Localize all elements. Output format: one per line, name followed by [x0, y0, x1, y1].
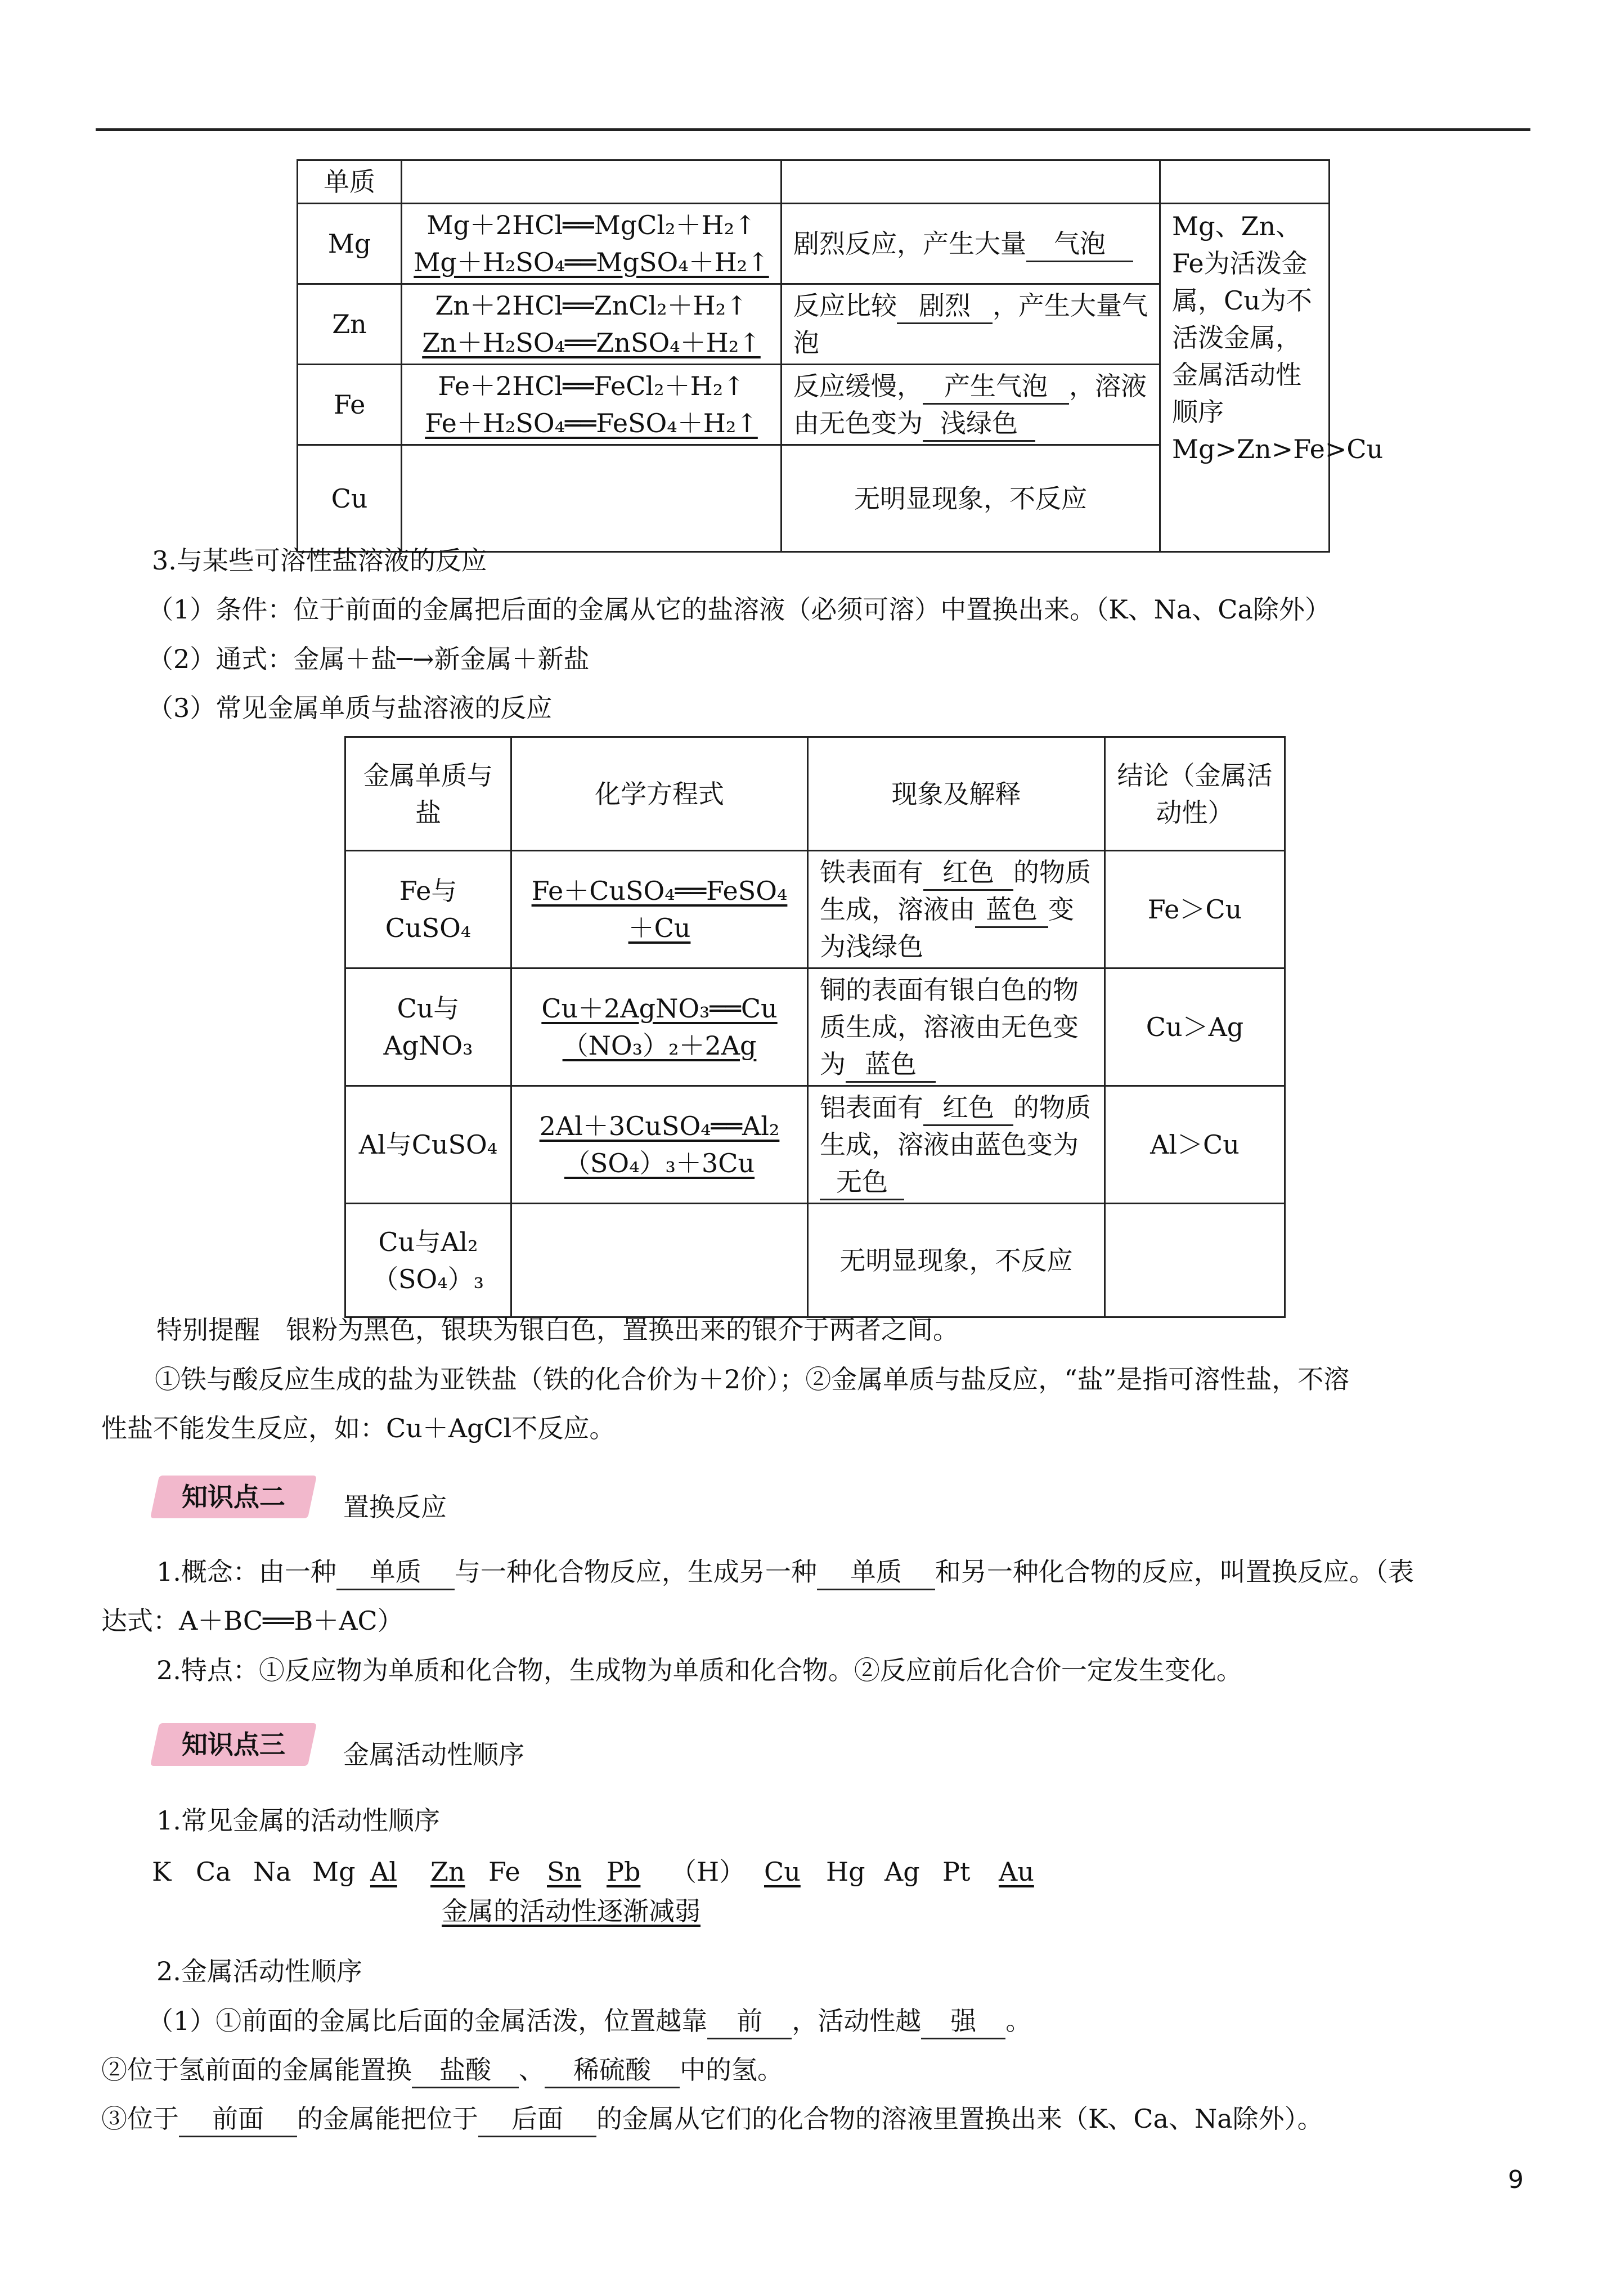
rule-part: ②位于氢前面的金属能置换 — [101, 2055, 412, 2085]
metal-cell: Cu — [298, 445, 402, 552]
badge-label: 知识点二 — [182, 1482, 285, 1512]
table-row — [345, 1086, 1285, 1204]
answer-blank: 红色 — [923, 1091, 1013, 1126]
condition-text: （1）条件：位于前面的金属把后面的金属从它的盐溶液（必须可溶）中置换出来。（K、Na、Ca除外） — [147, 594, 1331, 625]
reminder-note: ①铁与酸反应生成的盐为亚铁盐（铁的化合价为＋2价）；②金属单质与盐反应，“盐”是指可溶性盐，不溶 — [155, 1364, 1350, 1394]
equation-hcl: Zn＋2HCl══ZnCl₂＋H₂↑ — [435, 290, 748, 321]
metal-symbol: Au — [999, 1856, 1034, 1887]
rule-part: 中的氢。 — [680, 2055, 783, 2085]
equation-cell — [402, 204, 782, 284]
phenomenon-cell — [782, 365, 1160, 445]
section-title: 金属活动性顺序 — [343, 1739, 524, 1770]
section-heading: 3.与某些可溶性盐溶液的反应 — [152, 545, 487, 576]
page-number: 9 — [1508, 2165, 1524, 2194]
metal-symbol: Fe — [488, 1856, 520, 1887]
answer-blank: 后面 — [478, 2102, 596, 2137]
equation-hcl: Fe＋2HCl══FeCl₂＋H₂↑ — [438, 371, 745, 401]
answer-blank: 剧烈 — [897, 289, 993, 324]
answer-blank: 气泡 — [1026, 227, 1133, 262]
metal-cell: Fe — [298, 365, 402, 445]
metal-symbol: K — [152, 1856, 172, 1887]
answer-blank: 产生气泡 — [923, 369, 1069, 405]
phenomenon-cell — [808, 851, 1105, 968]
top-rule — [96, 128, 1530, 131]
table-header-cell: 结论（金属活动性） — [1105, 737, 1285, 851]
phenomenon-text: 的物质生成，溶液由蓝色变为 — [820, 1092, 1091, 1160]
answer-blank: 前 — [707, 2004, 792, 2039]
conclusion-cell — [1105, 1204, 1285, 1317]
phenomenon-cell: 无明显现象，不反应 — [808, 1204, 1105, 1317]
conclusion-cell: Fe＞Cu — [1105, 851, 1285, 968]
table-header-row — [345, 737, 1285, 851]
metal-symbol: Pb — [607, 1856, 641, 1887]
conclusion-cell: Mg、Zn、Fe为活泼金属，Cu为不活泼金属，金属活动性顺序Mg>Zn>Fe>Cu — [1160, 204, 1330, 552]
answer-blank: 无色 — [820, 1165, 904, 1200]
metal-symbol: Al — [370, 1856, 397, 1887]
subsection-heading: （3）常见金属单质与盐溶液的反应 — [147, 693, 553, 723]
answer-blank: 浅绿色 — [923, 406, 1035, 442]
equation-cell: 2Al＋3CuSO₄══Al₂（SO₄）₃＋3Cu — [511, 1086, 808, 1204]
answer-blank: 红色 — [923, 855, 1013, 891]
section-title: 置换反应 — [343, 1492, 447, 1522]
rule-text — [101, 2051, 783, 2088]
knowledge-point-badge — [150, 1476, 317, 1518]
phenomenon-cell — [782, 284, 1160, 365]
salt-reaction-table — [344, 736, 1286, 1318]
knowledge-point-badge — [150, 1723, 317, 1766]
equation-cell — [511, 1204, 808, 1317]
metal-symbol: Zn — [430, 1856, 465, 1887]
concept-text: 达式：A＋BC══B＋AC） — [101, 1606, 403, 1636]
rule-part: ，活动性越 — [792, 2006, 922, 2036]
pair-cell: Cu与AgNO₃ — [345, 968, 511, 1086]
equation-cell: Fe＋CuSO₄══FeSO₄＋Cu — [511, 851, 808, 968]
phenomenon-text: 剧烈反应，产生大量 — [793, 228, 1026, 259]
phenomenon-text: 铁表面有 — [820, 857, 923, 887]
table-header-cell — [402, 160, 782, 204]
equation-cell — [402, 445, 782, 552]
concept-part: 与一种化合物反应，生成另一种 — [454, 1557, 817, 1587]
equation-hcl: Mg＋2HCl══MgCl₂＋H₂↑ — [426, 210, 756, 240]
concept-part: 1.概念：由一种 — [156, 1557, 336, 1587]
equation-cell — [402, 284, 782, 365]
metal-symbol: Cu — [764, 1856, 801, 1887]
concept-text — [156, 1553, 1414, 1590]
feature-text: 2.特点：①反应物为单质和化合物，生成物为单质和化合物。②反应前后化合价一定发生变化。 — [156, 1655, 1242, 1685]
phenomenon-cell — [782, 204, 1160, 284]
special-reminder: 特别提醒 银粉为黑色，银块为银白色，置换出来的银介于两者之间。 — [156, 1315, 959, 1345]
answer-blank: 稀硫酸 — [545, 2053, 680, 2088]
answer-blank: 前面 — [179, 2102, 297, 2137]
activity-trend-label: 金属的活动性逐渐减弱 — [442, 1896, 701, 1926]
table-header-cell: 金属单质与盐 — [345, 737, 511, 851]
pair-cell: Al与CuSO₄ — [345, 1086, 511, 1204]
conclusion-cell: Al＞Cu — [1105, 1086, 1285, 1204]
table-header-cell: 单质 — [298, 160, 402, 204]
concept-part: 和另一种化合物的反应，叫置换反应。（表 — [935, 1557, 1414, 1587]
answer-blank: 蓝色 — [975, 893, 1048, 928]
answer-blank: 强 — [921, 2004, 1005, 2039]
phenomenon-text: 反应比较 — [793, 290, 897, 321]
rule-part: （1）①前面的金属比后面的金属活泼，位置越靠 — [147, 2006, 708, 2036]
phenomenon-text: 反应缓慢， — [793, 371, 923, 401]
metal-cell: Zn — [298, 284, 402, 365]
answer-blank: 单质 — [336, 1555, 455, 1590]
table-header-cell: 现象及解释 — [808, 737, 1105, 851]
metal-symbol: Ag — [884, 1856, 920, 1887]
metal-symbol: Mg — [312, 1856, 356, 1887]
rule-part: 的金属能把位于 — [297, 2104, 478, 2134]
answer-blank: 盐酸 — [412, 2053, 519, 2088]
table-row — [345, 1204, 1285, 1317]
conclusion-cell: Cu＞Ag — [1105, 968, 1285, 1086]
acid-reaction-table — [297, 159, 1384, 553]
activity-series — [152, 1855, 1108, 1900]
general-formula: （2）通式：金属＋盐─→新金属＋新盐 — [147, 644, 590, 674]
table-header-cell: 化学方程式 — [511, 737, 808, 851]
phenomenon-text: 的物质生成，溶液由 — [820, 857, 1091, 925]
metal-symbol: Na — [253, 1856, 291, 1887]
metal-symbol: Hg — [826, 1856, 865, 1887]
rule-part: 的金属从它们的化合物的溶液里置换出来（K、Ca、Na除外）。 — [596, 2104, 1323, 2134]
table-row — [345, 968, 1285, 1086]
table-header-cell — [782, 160, 1160, 204]
answer-blank: 蓝色 — [846, 1047, 936, 1083]
phenomenon-text: 铝表面有 — [820, 1092, 923, 1123]
rule-text — [147, 2002, 1031, 2039]
phenomenon-text: ，溶液由无色变为 — [793, 371, 1147, 438]
rule-part: 。 — [1005, 2006, 1032, 2036]
phenomenon-text: ，产生大量气泡 — [793, 290, 1148, 358]
pair-cell: Cu与Al₂（SO₄）₃ — [345, 1204, 511, 1317]
answer-blank: 单质 — [817, 1555, 935, 1590]
metal-symbol: （H） — [671, 1856, 746, 1887]
rule-text — [101, 2100, 1323, 2137]
reminder-note: 性盐不能发生反应，如：Cu＋AgCl不反应。 — [101, 1413, 616, 1443]
metal-symbol: Sn — [547, 1856, 582, 1887]
rule-part: 、 — [519, 2055, 545, 2085]
phenomenon-cell — [808, 1086, 1105, 1204]
equation-h2so4: Zn＋H₂SO₄══ZnSO₄＋H₂↑ — [422, 328, 761, 358]
phenomenon-text: 变为浅绿色 — [820, 894, 1074, 962]
metal-cell: Mg — [298, 204, 402, 284]
subsection-heading: 2.金属活动性顺序 — [156, 1956, 362, 1986]
rule-part: ③位于 — [101, 2104, 179, 2134]
equation-cell: Cu＋2AgNO₃══Cu（NO₃）₂＋2Ag — [511, 968, 808, 1086]
phenomenon-text: 铜的表面有银白色的物质生成，溶液由无色变为 — [820, 975, 1079, 1079]
table-row — [298, 204, 1330, 284]
phenomenon-cell: 无明显现象，不反应 — [782, 445, 1160, 552]
equation-h2so4: Mg＋H₂SO₄══MgSO₄＋H₂↑ — [414, 247, 769, 277]
metal-symbol: Ca — [196, 1856, 231, 1887]
phenomenon-cell — [808, 968, 1105, 1086]
table-header-cell — [1160, 160, 1330, 204]
badge-label: 知识点三 — [182, 1729, 285, 1760]
equation-cell — [402, 365, 782, 445]
equation-h2so4: Fe＋H₂SO₄══FeSO₄＋H₂↑ — [425, 408, 758, 438]
metal-symbol: Pt — [942, 1856, 971, 1887]
table-row — [345, 851, 1285, 968]
subsection-heading: 1.常见金属的活动性顺序 — [156, 1805, 440, 1836]
pair-cell: Fe与CuSO₄ — [345, 851, 511, 968]
